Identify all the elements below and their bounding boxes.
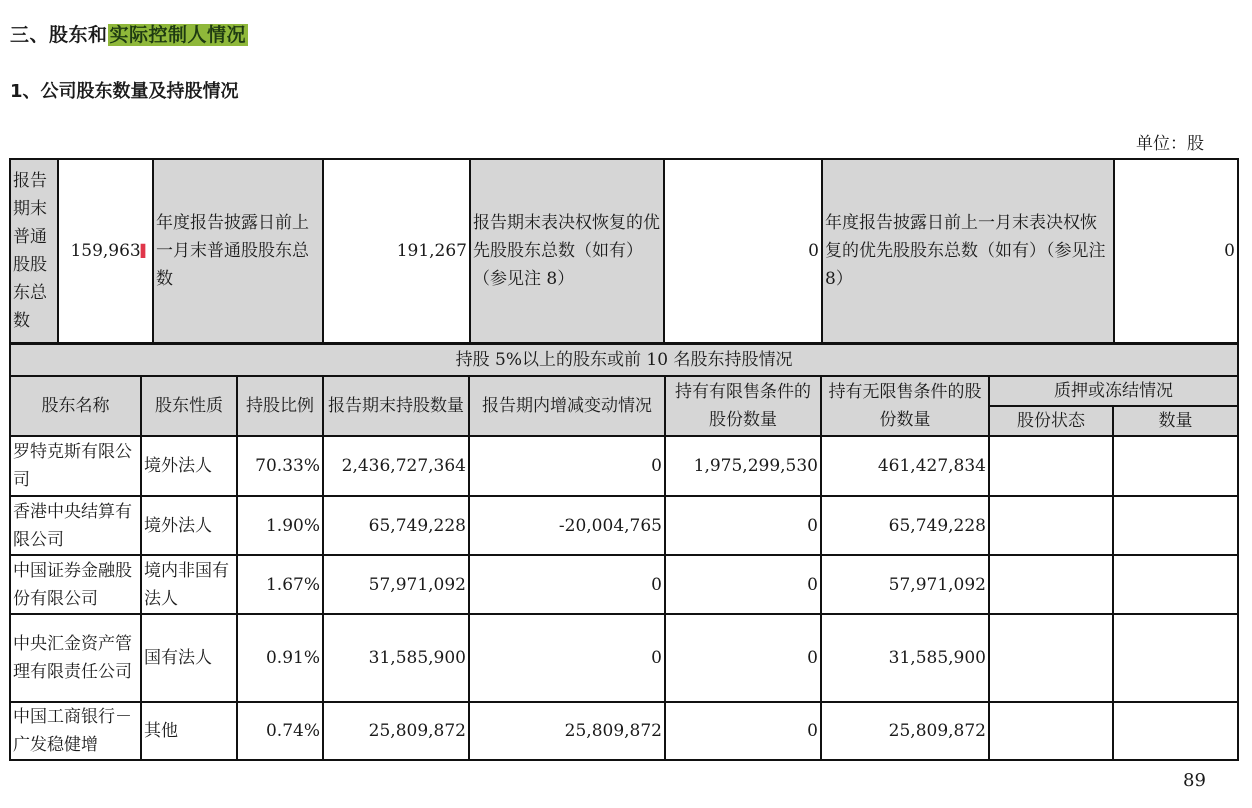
cell-restricted: 0 xyxy=(665,614,821,702)
cell-change: 0 xyxy=(469,555,665,614)
cell-pledge-qty xyxy=(1113,555,1238,614)
cell-unrestricted: 65,749,228 xyxy=(821,496,989,555)
cell-change: 0 xyxy=(469,436,665,496)
header-pledge-status: 股份状态 xyxy=(989,406,1113,436)
cell-pledge-status xyxy=(989,614,1113,702)
header-end-qty: 报告期末持股数量 xyxy=(323,376,469,436)
cell-unrestricted: 31,585,900 xyxy=(821,614,989,702)
cell-nature: 境内非国有法人 xyxy=(141,555,237,614)
value-preferred-holders: 0 xyxy=(664,159,822,343)
table-row xyxy=(10,555,1238,614)
shareholder-count-table xyxy=(9,158,1239,344)
label-common-holders-prior-month: 年度报告披露日前上一月末普通股股东总数 xyxy=(153,159,323,343)
cell-restricted: 0 xyxy=(665,555,821,614)
unit-label: 单位：股 xyxy=(1136,134,1204,154)
cell-nature: 境外法人 xyxy=(141,496,237,555)
page-number: 89 xyxy=(1183,770,1206,791)
cell-end-qty: 57,971,092 xyxy=(323,555,469,614)
table-title: 持股 5%以上的股东或前 10 名股东持股情况 xyxy=(10,344,1238,376)
cell-name: 香港中央结算有限公司 xyxy=(10,496,141,555)
label-preferred-holders-prior-month: 年度报告披露日前上一月末表决权恢复的优先股股东总数（如有）（参见注 8） xyxy=(822,159,1114,343)
table-row xyxy=(10,436,1238,496)
value-common-holders-prior-month: 191,267 xyxy=(323,159,470,343)
cell-pledge-qty xyxy=(1113,614,1238,702)
cell-end-qty: 65,749,228 xyxy=(323,496,469,555)
cell-unrestricted: 57,971,092 xyxy=(821,555,989,614)
cell-unrestricted: 461,427,834 xyxy=(821,436,989,496)
cell-ratio: 1.67% xyxy=(237,555,323,614)
cell-name: 中国证券金融股份有限公司 xyxy=(10,555,141,614)
label-common-holders: 报告期末普通股股东总数 xyxy=(10,159,58,343)
cell-name: 中央汇金资产管理有限责任公司 xyxy=(10,614,141,702)
section-heading xyxy=(10,20,248,47)
label-preferred-holders: 报告期末表决权恢复的优先股股东总数（如有）（参见注 8） xyxy=(470,159,664,343)
cell-restricted: 1,975,299,530 xyxy=(665,436,821,496)
header-name: 股东名称 xyxy=(10,376,141,436)
cell-change: -20,004,765 xyxy=(469,496,665,555)
table-row xyxy=(10,614,1238,702)
cell-end-qty: 25,809,872 xyxy=(323,702,469,760)
table-row xyxy=(10,496,1238,555)
cell-pledge-status xyxy=(989,436,1113,496)
cell-nature: 境外法人 xyxy=(141,436,237,496)
cell-ratio: 70.33% xyxy=(237,436,323,496)
cell-name: 罗特克斯有限公司 xyxy=(10,436,141,496)
cell-pledge-status xyxy=(989,496,1113,555)
cell-pledge-qty xyxy=(1113,496,1238,555)
header-pledge-group: 质押或冻结情况 xyxy=(989,376,1238,406)
header-ratio: 持股比例 xyxy=(237,376,323,436)
cell-pledge-status xyxy=(989,555,1113,614)
header-change: 报告期内增减变动情况 xyxy=(469,376,665,436)
header-unrestricted: 持有无限售条件的股份数量 xyxy=(821,376,989,436)
cell-ratio: 0.74% xyxy=(237,702,323,760)
value-common-holders: 159,963▌ xyxy=(58,159,153,343)
header-pledge-qty: 数量 xyxy=(1113,406,1238,436)
cell-restricted: 0 xyxy=(665,702,821,760)
cell-change: 0 xyxy=(469,614,665,702)
cell-end-qty: 2,436,727,364 xyxy=(323,436,469,496)
subsection-heading: 1、公司股东数量及持股情况 xyxy=(10,81,239,102)
cell-pledge-status xyxy=(989,702,1113,760)
cell-pledge-qty xyxy=(1113,702,1238,760)
value-preferred-holders-prior-month: 0 xyxy=(1114,159,1238,343)
section-heading-prefix: 三、股东和 xyxy=(10,24,108,46)
cell-nature: 国有法人 xyxy=(141,614,237,702)
header-restricted: 持有有限售条件的股份数量 xyxy=(665,376,821,436)
cell-name: 中国工商银行－广发稳健增 xyxy=(10,702,141,760)
cell-unrestricted: 25,809,872 xyxy=(821,702,989,760)
cell-ratio: 0.91% xyxy=(237,614,323,702)
cell-restricted: 0 xyxy=(665,496,821,555)
highlighted-text: 实际控制人情况 xyxy=(109,24,247,46)
table-row xyxy=(10,702,1238,760)
cell-ratio: 1.90% xyxy=(237,496,323,555)
cell-nature: 其他 xyxy=(141,702,237,760)
cell-pledge-qty xyxy=(1113,436,1238,496)
top-holders-table xyxy=(9,343,1239,761)
cell-change: 25,809,872 xyxy=(469,702,665,760)
cell-end-qty: 31,585,900 xyxy=(323,614,469,702)
header-nature: 股东性质 xyxy=(141,376,237,436)
